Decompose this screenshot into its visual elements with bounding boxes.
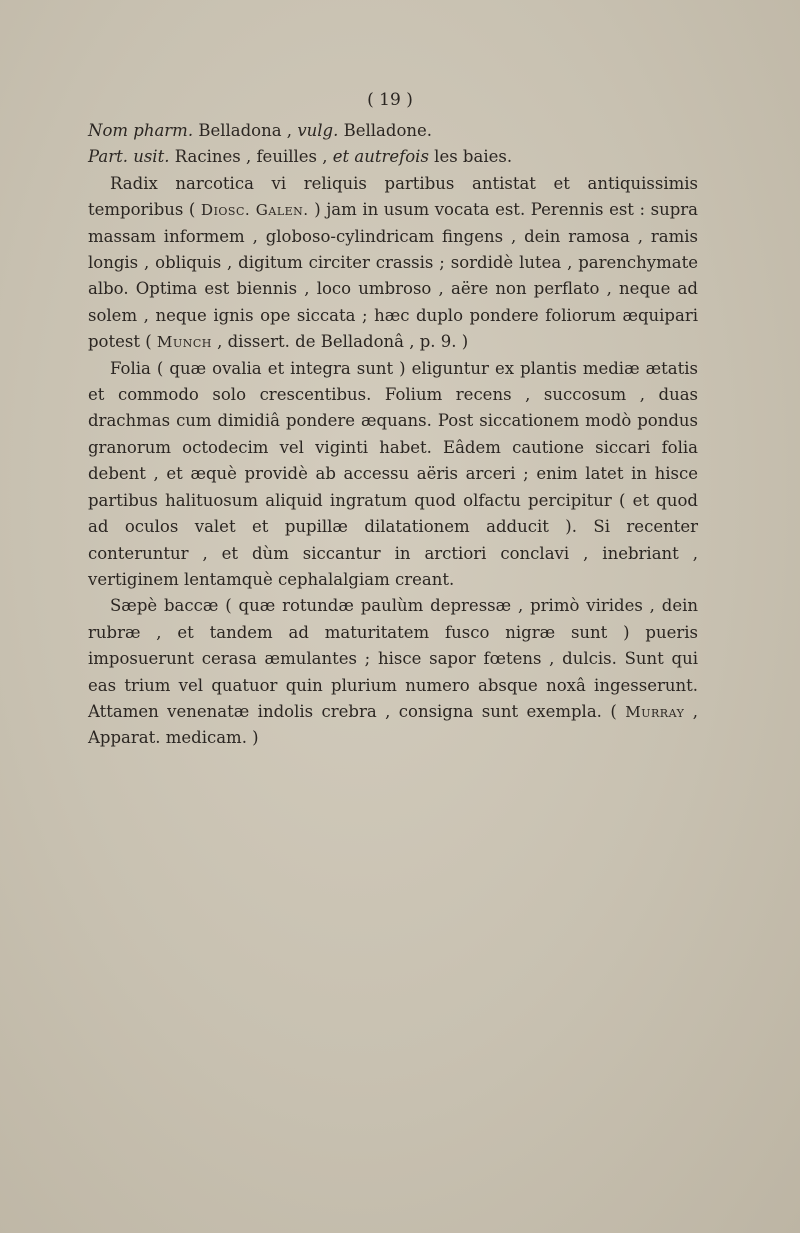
part-value-b: les baies. [428,147,513,167]
p1-text-c: , dissert. de Belladonâ , p. 9. ) [211,332,469,352]
page-number: ( 19 ) [367,90,413,110]
author-munch: Munch [156,333,212,352]
paragraph-folia: Folia ( quæ ovalia et integra sunt ) eliguntur ex plantis mediæ ætatis et commodo solo crescentibus. Folium recens , succosum , duas drachmas cum dimidiâ pondere æquans. Post siccationem modò pondus granorum octodecim vel viginti habet. Eâdem cautione siccari folia debent , et æquè providè ab accessu aëris arceri ; enim latet in hisce partibus halituosum aliquid ingratum quod olfactu percipitur ( et quod ad oculos valet et pupillæ dilatationem adducit ). Si recenter conteruntur , et dùm siccantur in arctiori conclavi , inebriant , vertiginem lentamquè cephalalgiam creant. [88,358,698,589]
p1-text-b: ) jam in usum vocata est. Perennis est : supra massam informem , globoso-cylindricam fingens , dein ramosa , ramis longis , obliquis , digitum circiter crassis ; sordidè lutea , parenchymate albo. Optima est biennis , loco umbroso , aëre non perflato , neque ad solem , neque ignis ope siccata ; hæc duplo pondere foliorum æquipari potest ( [88,200,698,352]
p3-text-b: , Apparat. medicam. ) [88,701,699,748]
vulg-value: Belladone. [338,121,433,140]
p1-text-a: Radix narcotica vi reliquis partibus antistat et antiquissimis temporibus ( [88,173,698,220]
body-text [88,118,698,752]
author-galen: Galen. [255,201,309,220]
paragraph-baccae [88,593,698,751]
author-diosc: Diosc. [200,201,251,220]
author-murray: Murray [625,702,685,721]
nom-pharm-line [88,118,698,144]
nom-value: Belladona , [193,121,298,140]
vulg-label: vulg. [297,121,339,140]
part-value-a: Racines , feuilles , [169,147,333,167]
paragraph-radix [88,171,698,356]
part-label: Part. usit. [88,147,170,167]
p3-text-a: Sæpè baccæ ( quæ rotundæ paulùm depressæ , primò virides , dein rubræ , et tandem ad maturitatem fusco nigræ sunt ) pueris imposuerunt cerasa æmulantes ; hisce sapor fœtens , dulcis. Sunt qui eas trium vel quatuor quin plurium numero absque noxâ ingesserunt. Attamen venenatæ indolis crebra , consigna sunt exempla. ( [88,596,698,721]
part-value-italic: et autrefois [332,147,429,167]
nom-label: Nom pharm. [88,121,194,140]
part-usit-line [88,144,698,170]
